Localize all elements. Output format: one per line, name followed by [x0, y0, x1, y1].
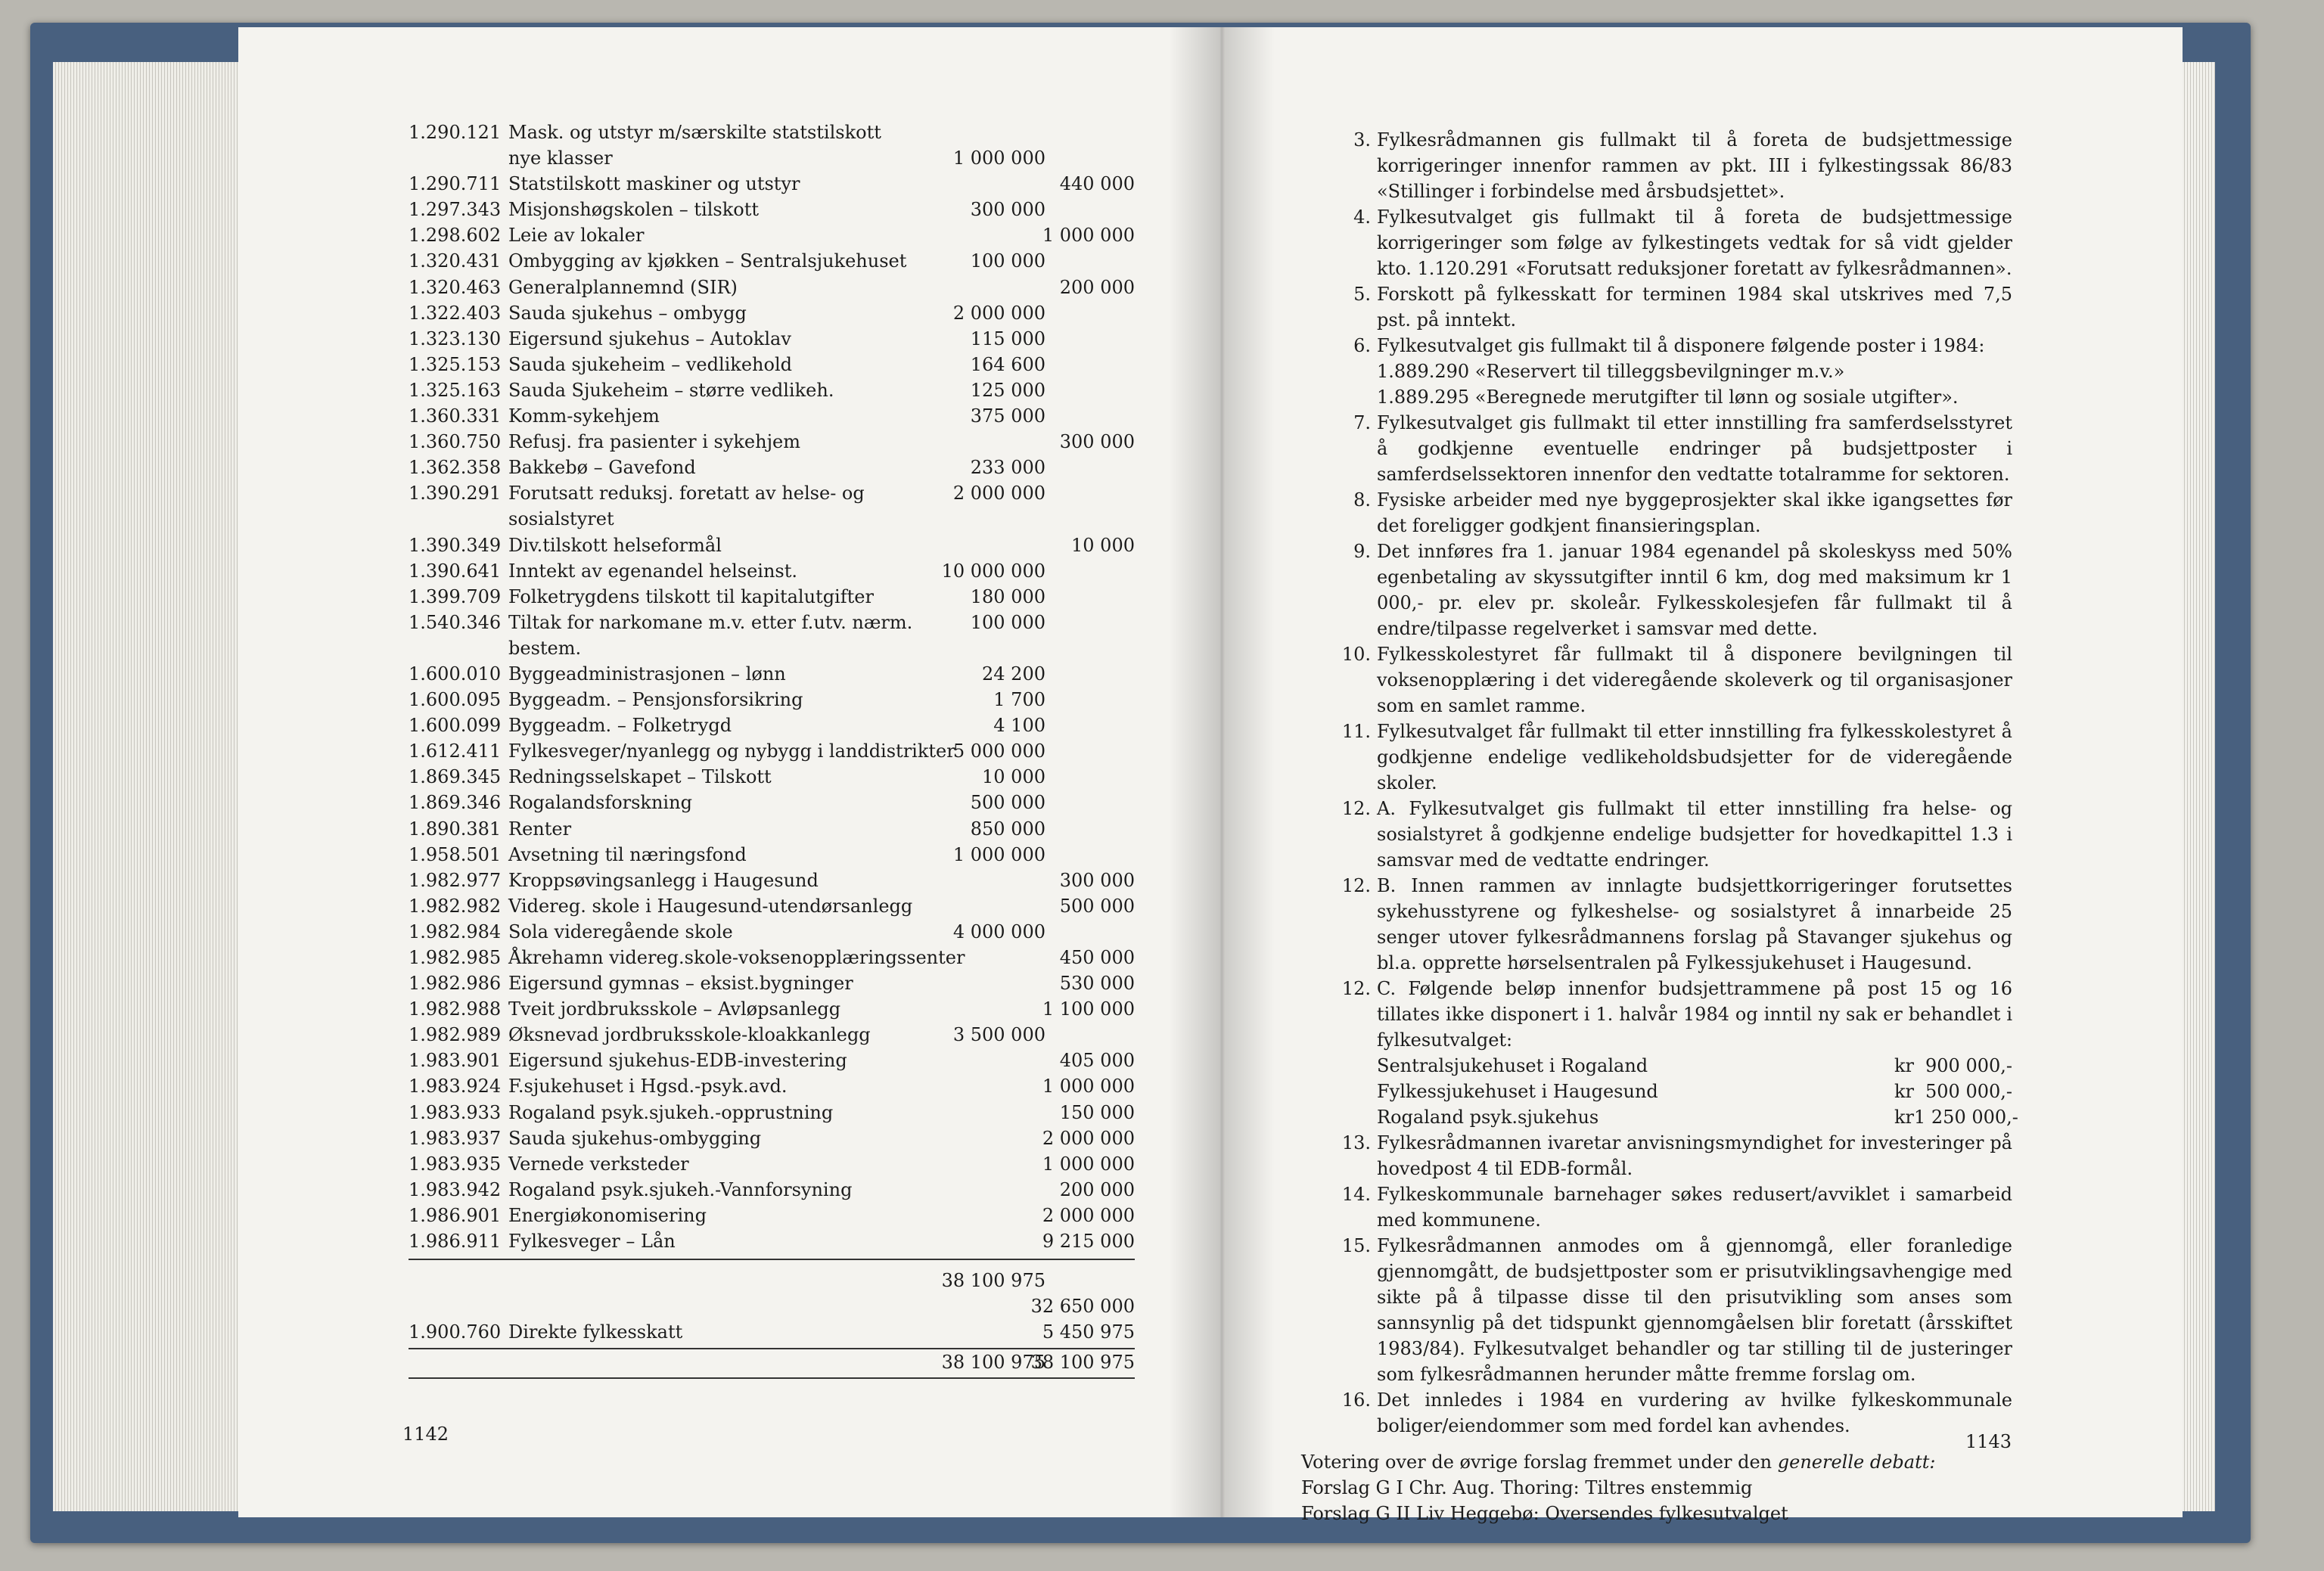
ledger-row	[409, 610, 1135, 635]
item-text: A. Fylkesutvalget gis fullmakt til etter innstilling fra helse- og sosialstyret å godkjenne endelige budsjetter for hovedkapittel 1.3 i samsvar med de vedtatte endringer.	[1377, 798, 2012, 871]
account-code: 1.600.095	[409, 689, 502, 711]
resolution-item	[1301, 796, 2012, 873]
account-description: Videreg. skole i Haugesund-utendørsanlegg	[508, 895, 913, 917]
account-code: 1.983.935	[409, 1153, 502, 1175]
account-description: Sauda sjukehus – ombygg	[508, 302, 747, 324]
ledger-row	[409, 248, 1135, 274]
expense-amount: 10 000 000	[941, 560, 1045, 582]
item-number: 12.	[1341, 875, 1371, 896]
ledger-row	[409, 584, 1135, 610]
allocation-value: 1 250 000,-	[1914, 1107, 2018, 1128]
resolution-item	[1301, 719, 2012, 796]
item-number: 7.	[1353, 412, 1371, 433]
subtotal-income: 32 650 000	[1030, 1296, 1135, 1318]
allocation-value: 500 000,-	[1925, 1081, 2012, 1102]
item-text: Forskott på fylkesskatt for terminen 1984 skal utskrives med 7,5 pst. på inntekt.	[1377, 284, 2012, 331]
income-amount: 150 000	[1059, 1101, 1135, 1123]
account-code: 1.390.641	[409, 560, 502, 582]
ledger-row	[409, 816, 1135, 842]
ledger-row	[409, 945, 1135, 970]
vote-intro-emphasis: generelle debatt:	[1777, 1451, 1936, 1473]
ledger-row	[409, 1073, 1135, 1099]
account-code: 1.982.977	[409, 869, 502, 891]
account-description: Renter	[508, 818, 572, 840]
income-amount: 440 000	[1059, 173, 1135, 195]
account-code: 1.982.989	[409, 1024, 502, 1046]
account-description: F.sjukehuset i Hgsd.-psyk.avd.	[508, 1076, 788, 1098]
account-code: 1.986.911	[409, 1231, 502, 1253]
allocation-amount	[1894, 1053, 2012, 1079]
vote-line: Forslag G II Liv Heggebø: Oversendes fylkesutvalget	[1301, 1503, 1788, 1524]
account-code: 1.982.985	[409, 947, 502, 968]
vote-intro	[1301, 1449, 2012, 1475]
account-description: Ombygging av kjøkken – Sentralsjukehuset	[508, 250, 907, 272]
ledger-row	[409, 764, 1135, 790]
resolution-item	[1301, 410, 2012, 487]
income-amount: 1 000 000	[1042, 1153, 1135, 1175]
allocation-line	[1301, 1079, 2012, 1104]
account-description: Generalplannemnd (SIR)	[508, 276, 738, 298]
item-number: 14.	[1341, 1184, 1371, 1205]
account-code: 1.982.984	[409, 921, 502, 942]
ledger-row	[409, 222, 1135, 248]
account-code: 1.982.982	[409, 895, 502, 917]
budget-ledger	[409, 120, 1135, 1379]
allocation-line	[1301, 1053, 2012, 1079]
item-text: Fylkesutvalget får fullmakt til etter innstilling fra fylkesskolestyret å godkjenne endelige vedlikeholdsbudsjetter for de videregående skoler.	[1377, 721, 2012, 793]
expense-amount: 850 000	[970, 818, 1045, 840]
account-description: Avsetning til næringsfond	[508, 843, 747, 865]
resolution-item	[1301, 204, 2012, 281]
vote-intro-text: Votering over de øvrige forslag fremmet under den	[1301, 1451, 1773, 1473]
resolution-item	[1301, 1181, 2012, 1233]
item-text: Det innføres fra 1. januar 1984 egenandel på skoleskyss med 50% egenbetaling av skyssutgifter inntil 6 km, dog med maksimum kr 1 000,- pr. elev pr. skoleår. Fylkesskolesjefen får fullmakt til å endre/tilpasse regelverket i samsvar med dette.	[1377, 541, 2012, 639]
account-code: 1.297.343	[409, 199, 502, 221]
account-code: 1.983.924	[409, 1076, 502, 1098]
account-code: 1.323.130	[409, 328, 502, 349]
account-code: 1.540.346	[409, 611, 502, 633]
account-code: 1.982.986	[409, 973, 502, 995]
item-number: 13.	[1341, 1132, 1371, 1153]
account-description: Eigersund sjukehus-EDB-investering	[508, 1050, 847, 1072]
income-amount: 9 215 000	[1042, 1231, 1135, 1253]
currency-label: kr	[1894, 1107, 1915, 1128]
account-code: 1.612.411	[409, 740, 502, 762]
income-amount: 10 000	[1071, 534, 1135, 556]
account-code: 1.958.501	[409, 843, 502, 865]
ledger-row	[409, 1022, 1135, 1048]
resolution-item	[1301, 539, 2012, 641]
account-description: Komm-sykehjem	[508, 405, 660, 427]
account-code: 1.869.345	[409, 766, 502, 788]
allocation-line	[1301, 1104, 2018, 1130]
item-text: 1.889.295 «Beregnede merutgifter til lønn og sosiale utgifter».	[1377, 387, 1959, 408]
income-amount: 1 000 000	[1042, 1076, 1135, 1098]
ledger-row	[409, 197, 1135, 222]
vote-line: Forslag G I Chr. Aug. Thoring: Tiltres enstemmig	[1301, 1477, 1753, 1498]
ledger-row	[409, 377, 1135, 403]
account-code: 1.325.163	[409, 379, 502, 401]
item-text: Det innledes i 1984 en vurdering av hvilke fylkeskommunale boliger/eiendommer som med fordel kan avhendes.	[1377, 1389, 2012, 1436]
account-description: Energiøkonomisering	[508, 1204, 707, 1226]
ledger-row	[409, 145, 1135, 171]
account-description: Redningsselskapet – Tilskott	[508, 766, 772, 788]
allocation-amount	[1894, 1079, 2012, 1104]
account-code: 1.399.709	[409, 585, 502, 607]
income-amount: 5 450 975	[1042, 1321, 1135, 1343]
account-description: Rogaland psyk.sjukeh.-Vannforsyning	[508, 1178, 853, 1200]
ledger-row	[409, 635, 1135, 661]
account-description: Øksnevad jordbruksskole-kloakkanlegg	[508, 1024, 871, 1046]
ledger-row	[409, 275, 1135, 300]
account-description: Statstilskott maskiner og utstyr	[508, 173, 800, 195]
allocation-label: Fylkessjukehuset i Haugesund	[1377, 1081, 1658, 1102]
account-description: Byggeadm. – Folketrygd	[508, 715, 732, 737]
ledger-row	[409, 1203, 1135, 1228]
account-code: 1.900.760	[409, 1321, 502, 1343]
account-description: Sauda sjukehus-ombygging	[508, 1127, 762, 1149]
expense-amount: 10 000	[982, 766, 1045, 788]
income-amount: 450 000	[1059, 947, 1135, 968]
total-row	[409, 1349, 1135, 1375]
income-amount: 200 000	[1059, 276, 1135, 298]
ledger-row	[409, 970, 1135, 996]
ledger-row	[409, 429, 1135, 455]
account-code: 1.983.933	[409, 1101, 502, 1123]
income-amount: 300 000	[1059, 431, 1135, 453]
allocation-amount	[1894, 1104, 2018, 1130]
ledger-row	[409, 790, 1135, 815]
allocation-value: 900 000,-	[1925, 1055, 2012, 1076]
income-amount: 200 000	[1059, 1178, 1135, 1200]
account-code: 1.362.358	[409, 457, 502, 479]
resolution-item	[1301, 976, 2012, 1053]
item-text: Fylkesrådmannen ivaretar anvisningsmyndighet for investeringer på hovedpost 4 til EDB-formål.	[1377, 1132, 2012, 1179]
allocation-label: Sentralsjukehuset i Rogaland	[1377, 1055, 1648, 1076]
item-number: 12.	[1341, 978, 1371, 999]
ledger-row	[409, 326, 1135, 352]
item-text: B. Innen rammen av innlagte budsjettkorrigeringer forutsettes sykehusstyrene og fylkeshelse- og sosialstyret å innarbeide 25 senger utover fylkesrådmannens forslag på Stavanger sjukehus og bl.a. opprette hørselsentralen på Fylkessjukehuset i Haugesund.	[1377, 875, 2012, 973]
expense-amount: 375 000	[970, 405, 1045, 427]
account-code: 1.983.901	[409, 1050, 502, 1072]
expense-amount: 233 000	[970, 457, 1045, 479]
account-description: Tiltak for narkomane m.v. etter f.utv. nærm.	[508, 611, 913, 633]
account-code: 1.983.942	[409, 1178, 502, 1200]
income-amount: 1 100 000	[1042, 998, 1135, 1020]
account-description: Vernede verksteder	[508, 1153, 689, 1175]
item-number: 8.	[1353, 489, 1371, 511]
account-code: 1.290.121	[409, 122, 502, 143]
account-code: 1.983.937	[409, 1127, 502, 1149]
account-description: Direkte fylkesskatt	[508, 1321, 683, 1343]
total-expense: 38 100 975	[941, 1352, 1045, 1374]
account-description: Bakkebø – Gavefond	[508, 457, 696, 479]
account-description: Sauda sjukeheim – vedlikehold	[508, 353, 792, 375]
ledger-row	[409, 738, 1135, 764]
account-description: Fylkesveger – Lån	[508, 1231, 676, 1253]
expense-amount: 4 000 000	[952, 921, 1045, 942]
account-description: bestem.	[508, 637, 582, 659]
account-description: Misjonshøgskolen – tilskott	[508, 199, 759, 221]
item-text: Fylkesrådmannen anmodes om å gjennomgå, eller foranledige gjennomgått, de budsjettposter som er prisutviklingsavhengige med sikte på å tilpasse disse til den prisutvikling som anses som sannsynlig på det tidspunkt gjennomgåelsen blir foretatt (årsskiftet 1983/84). Fylkesutvalget behandler og tar stilling til de justeringer som fylkesrådmannen herunder måtte fremme forslag om.	[1377, 1235, 2012, 1385]
account-code: 1.869.346	[409, 792, 502, 814]
ledger-row	[409, 996, 1135, 1022]
ledger-row	[409, 120, 1135, 145]
expense-amount: 115 000	[970, 328, 1045, 349]
total-income: 38 100 975	[1030, 1352, 1135, 1374]
account-code: 1.320.431	[409, 250, 502, 272]
item-number: 4.	[1353, 206, 1371, 228]
resolution-item	[1301, 384, 2012, 410]
expense-amount: 2 000 000	[952, 483, 1045, 505]
expense-amount: 5 000 000	[952, 740, 1045, 762]
account-code: 1.890.381	[409, 818, 502, 840]
account-code: 1.325.153	[409, 353, 502, 375]
book-gutter	[1169, 27, 1275, 1517]
ledger-row	[409, 1177, 1135, 1203]
account-code: 1.360.331	[409, 405, 502, 427]
ledger-row	[409, 868, 1135, 893]
item-number: 15.	[1341, 1235, 1371, 1256]
income-amount: 1 000 000	[1042, 225, 1135, 247]
ledger-row	[409, 919, 1135, 945]
ledger-row	[409, 661, 1135, 687]
item-text: Fysiske arbeider med nye byggeprosjekter skal ikke igangsettes før det foreligger godkjent finansieringsplan.	[1377, 489, 2012, 536]
account-description: Fylkesveger/nyanlegg og nybygg i landdistrikter	[508, 740, 955, 762]
expense-amount: 1 700	[993, 689, 1045, 711]
item-number: 3.	[1353, 129, 1371, 151]
resolution-item	[1301, 359, 2012, 384]
ledger-row	[409, 1100, 1135, 1125]
account-description: Inntekt av egenandel helseinst.	[508, 560, 797, 582]
item-number: 6.	[1353, 335, 1371, 356]
account-description: Byggeadm. – Pensjonsforsikring	[508, 689, 803, 711]
account-code: 1.320.463	[409, 276, 502, 298]
ledger-row	[409, 893, 1135, 919]
ledger-row	[409, 352, 1135, 377]
expense-amount: 4 100	[993, 715, 1045, 737]
account-description: Rogaland psyk.sjukeh.-opprustning	[508, 1101, 834, 1123]
account-description: sosialstyret	[508, 508, 614, 530]
ledger-row	[409, 1228, 1135, 1254]
ledger-row	[409, 842, 1135, 868]
item-number: 10.	[1341, 644, 1371, 665]
account-description: Leie av lokaler	[508, 225, 645, 247]
item-number: 9.	[1353, 541, 1371, 562]
ledger-row	[409, 1151, 1135, 1177]
page-number-left: 1142	[402, 1424, 449, 1445]
subtotal-row	[409, 1268, 1135, 1293]
item-number: 11.	[1341, 721, 1371, 742]
expense-amount: 1 000 000	[952, 843, 1045, 865]
expense-amount: 300 000	[970, 199, 1045, 221]
income-amount: 530 000	[1059, 973, 1135, 995]
expense-amount: 125 000	[970, 379, 1045, 401]
ledger-row	[409, 713, 1135, 738]
income-amount: 2 000 000	[1042, 1127, 1135, 1149]
account-description: Folketrygdens tilskott til kapitalutgifter	[508, 585, 874, 607]
total-underline	[409, 1377, 1135, 1379]
expense-amount: 2 000 000	[952, 302, 1045, 324]
resolution-item	[1301, 127, 2012, 204]
ledger-row	[409, 455, 1135, 480]
account-description: Sauda Sjukeheim – større vedlikeh.	[508, 379, 834, 401]
resolution-item	[1301, 1233, 2012, 1387]
account-description: Div.tilskott helseformål	[508, 534, 722, 556]
account-description: Kroppsøvingsanlegg i Haugesund	[508, 869, 819, 891]
account-description: Sola videregående skole	[508, 921, 733, 942]
subtotal-row	[409, 1293, 1135, 1319]
account-description: Refusj. fra pasienter i sykehjem	[508, 431, 800, 453]
page-edges-left	[53, 62, 242, 1511]
resolution-item	[1301, 873, 2012, 976]
resolution-item	[1301, 1130, 2012, 1181]
ledger-row	[409, 532, 1135, 558]
subtotal-expense: 38 100 975	[941, 1270, 1045, 1292]
item-text: Fylkesutvalget gis fullmakt til etter innstilling fra samferdselsstyret å godkjenne eventuelle endringer på budsjettposter i samferdselssektoren innenfor den vedtatte totalramme for sektoren.	[1377, 412, 2012, 485]
item-text: Fylkesrådmannen gis fullmakt til å foreta de budsjettmessige korrigeringer innenfor rammen av pkt. III i fylkestingssak 86/83 «Stillinger i forbindelse med årsbudsjettet».	[1377, 129, 2012, 202]
ledger-row	[409, 1048, 1135, 1073]
account-description: Tveit jordbruksskole – Avløpsanlegg	[508, 998, 841, 1020]
item-text: Fylkesskolestyret får fullmakt til å disponere bevilgningen til voksenopplæring i det videregående skoleverk og til organisasjoner som en samlet ramme.	[1377, 644, 2012, 716]
account-description: Eigersund sjukehus – Autoklav	[508, 328, 791, 349]
expense-amount: 164 600	[970, 353, 1045, 375]
resolution-item	[1301, 1387, 2012, 1439]
ledger-row	[409, 558, 1135, 584]
account-code: 1.360.750	[409, 431, 502, 453]
income-amount: 2 000 000	[1042, 1204, 1135, 1226]
item-text: C. Følgende beløp innenfor budsjettrammene på post 15 og 16 tillates ikke disponert i 1. halvår 1984 og inntil ny sak er behandlet i fylkesutvalget:	[1377, 978, 2012, 1051]
item-text: 1.889.290 «Reservert til tilleggsbevilgninger m.v.»	[1377, 361, 1845, 382]
ledger-row	[409, 403, 1135, 429]
ledger-row	[409, 687, 1135, 713]
item-text: Fylkesutvalget gis fullmakt til å foreta de budsjettmessige korrigeringer som følge av fylkestingets vedtak for så vidt gjelder kto. 1.120.291 «Forutsatt reduksjoner foretatt av fylkesrådmannen».	[1377, 206, 2012, 279]
expense-amount: 3 500 000	[952, 1024, 1045, 1046]
account-code: 1.390.291	[409, 483, 502, 505]
page-number-right: 1143	[1965, 1431, 2012, 1452]
resolution-item	[1301, 641, 2012, 719]
resolution-text	[1301, 127, 2018, 1526]
account-code: 1.298.602	[409, 225, 502, 247]
account-code: 1.390.349	[409, 534, 502, 556]
subtotal-rule	[409, 1259, 1135, 1260]
item-text: Fylkeskommunale barnehager søkes redusert/avviklet i samarbeid med kommunene.	[1377, 1184, 2012, 1231]
expense-amount: 500 000	[970, 792, 1045, 814]
expense-amount: 100 000	[970, 250, 1045, 272]
currency-label: kr	[1894, 1055, 1915, 1076]
ledger-row	[409, 506, 1135, 532]
allocation-label: Rogaland psyk.sjukehus	[1377, 1107, 1599, 1128]
currency-label: kr	[1894, 1081, 1915, 1102]
account-description: Mask. og utstyr m/særskilte statstilskott	[508, 122, 881, 143]
resolution-item	[1301, 333, 2012, 359]
ledger-row	[409, 480, 1135, 506]
account-code: 1.986.901	[409, 1204, 502, 1226]
tax-row	[409, 1319, 1135, 1345]
account-code: 1.290.711	[409, 173, 502, 195]
expense-amount: 180 000	[970, 585, 1045, 607]
ledger-row	[409, 1125, 1135, 1151]
account-description: nye klasser	[508, 147, 613, 169]
expense-amount: 100 000	[970, 611, 1045, 633]
income-amount: 405 000	[1059, 1050, 1135, 1072]
expense-amount: 1 000 000	[952, 147, 1045, 169]
income-amount: 300 000	[1059, 869, 1135, 891]
item-number: 16.	[1341, 1389, 1371, 1411]
ledger-row	[409, 300, 1135, 326]
resolution-item	[1301, 487, 2012, 539]
account-description: Forutsatt reduksj. foretatt av helse- og	[508, 483, 865, 505]
account-code: 1.322.403	[409, 302, 502, 324]
account-description: Åkrehamn videreg.skole-voksenopplæringssenter	[508, 947, 965, 968]
item-number: 12.	[1341, 798, 1371, 819]
account-description: Byggeadministrasjonen – lønn	[508, 663, 786, 685]
account-code: 1.982.988	[409, 998, 502, 1020]
expense-amount: 24 200	[982, 663, 1045, 685]
resolution-item	[1301, 281, 2012, 333]
income-amount: 500 000	[1059, 895, 1135, 917]
account-code: 1.600.099	[409, 715, 502, 737]
account-description: Eigersund gymnas – eksist.bygninger	[508, 973, 853, 995]
ledger-row	[409, 171, 1135, 197]
account-code: 1.600.010	[409, 663, 502, 685]
item-number: 5.	[1353, 284, 1371, 305]
account-description: Rogalandsforskning	[508, 792, 692, 814]
item-text: Fylkesutvalget gis fullmakt til å disponere følgende poster i 1984:	[1377, 335, 1985, 356]
